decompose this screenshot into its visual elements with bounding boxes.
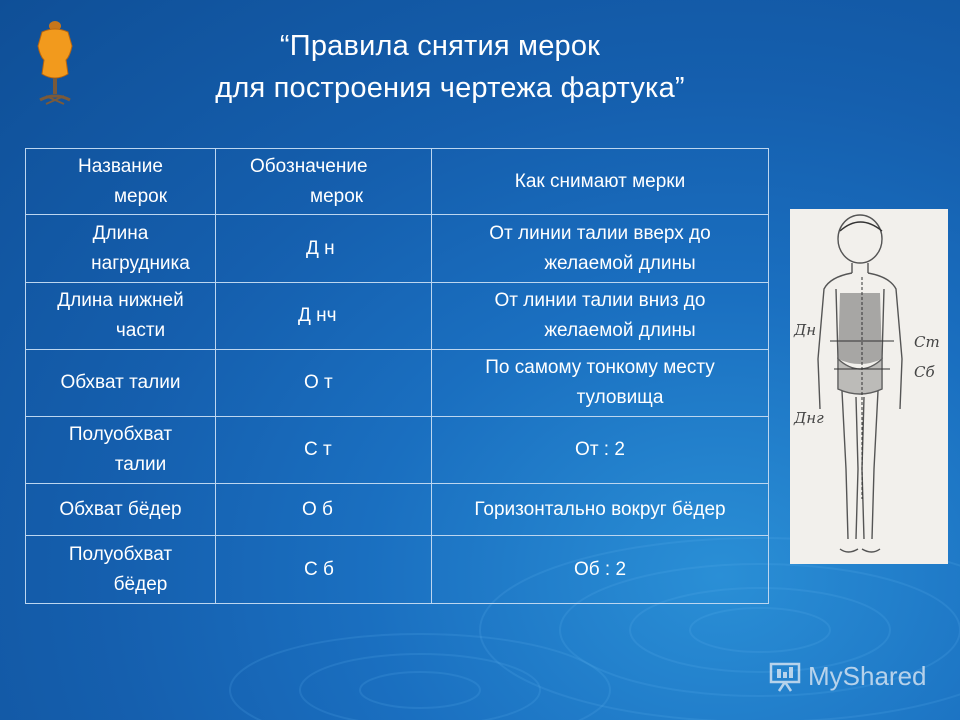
row-name: Обхват талии bbox=[26, 350, 216, 417]
row-code: Д нч bbox=[216, 283, 432, 350]
myshared-logo bbox=[768, 656, 927, 696]
row-code: О б bbox=[216, 484, 432, 536]
row-code: С т bbox=[216, 417, 432, 484]
row-code: С б bbox=[216, 536, 432, 604]
body-sketch-illustration bbox=[790, 209, 948, 564]
page-title-line2: для построения чертежа фартука” bbox=[215, 72, 685, 104]
logo-text: MyShared bbox=[808, 660, 927, 691]
header-code-part1: Обозначение bbox=[250, 155, 368, 177]
row-name-part2: талии bbox=[114, 454, 167, 475]
row-name bbox=[26, 536, 216, 604]
label-dng: Днг bbox=[794, 409, 824, 427]
header-name-part1: Название bbox=[78, 155, 163, 177]
row-how-part1: По самому тонкому месту bbox=[485, 357, 715, 378]
table-row bbox=[26, 484, 769, 536]
table-row bbox=[26, 283, 769, 350]
row-how-part1: От линии талии вверх до bbox=[489, 222, 711, 244]
row-name bbox=[26, 215, 216, 283]
row-name-part1: Полуобхват bbox=[68, 424, 173, 445]
measurement-figure bbox=[790, 209, 948, 564]
label-sb: Сб bbox=[914, 363, 935, 381]
row-name-part1: Полуобхват bbox=[68, 543, 173, 565]
row-how-part1: От линии талии вниз до bbox=[494, 290, 706, 311]
row-name bbox=[26, 417, 216, 484]
row-how bbox=[432, 283, 769, 350]
row-how bbox=[432, 350, 769, 417]
header-name-part2: мерок bbox=[113, 185, 168, 207]
label-dn: Дн bbox=[794, 321, 817, 339]
row-name-part2: части bbox=[115, 320, 166, 341]
row-code: Д н bbox=[216, 215, 432, 283]
measurements-table bbox=[25, 148, 769, 604]
row-name bbox=[26, 283, 216, 350]
row-how: От : 2 bbox=[432, 417, 769, 484]
row-how-part2: желаемой длины bbox=[544, 320, 696, 341]
header-name bbox=[26, 149, 216, 215]
row-name-part2: нагрудника bbox=[91, 252, 190, 274]
label-st: Ст bbox=[914, 333, 940, 351]
table-header-row bbox=[26, 149, 769, 215]
page-title-line1: “Правила снятия мерок bbox=[279, 30, 601, 62]
row-name: Обхват бёдер bbox=[26, 484, 216, 536]
row-code: О т bbox=[216, 350, 432, 417]
table-row bbox=[26, 350, 769, 417]
header-code bbox=[216, 149, 432, 215]
row-name-part1: Длина bbox=[92, 222, 149, 244]
row-how: Об : 2 bbox=[432, 536, 769, 604]
table-row bbox=[26, 417, 769, 484]
presentation-board-icon bbox=[768, 659, 802, 693]
row-how: Горизонтально вокруг бёдер bbox=[432, 484, 769, 536]
table-row bbox=[26, 215, 769, 283]
row-how-part2: туловища bbox=[576, 387, 664, 408]
header-how: Как снимают мерки bbox=[432, 149, 769, 215]
row-how bbox=[432, 215, 769, 283]
table-row bbox=[26, 536, 769, 604]
row-name-part2: бёдер bbox=[113, 573, 168, 595]
row-name-part1: Длина нижней bbox=[57, 290, 184, 311]
header-code-part2: мерок bbox=[310, 185, 364, 207]
row-how-part2: желаемой длины bbox=[544, 252, 696, 274]
